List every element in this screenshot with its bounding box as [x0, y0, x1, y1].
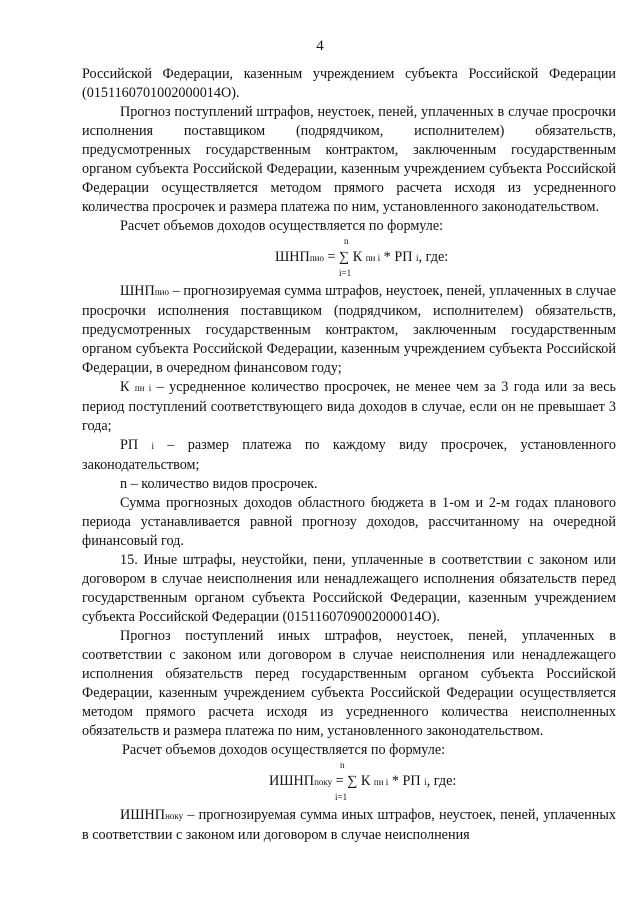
page-number: 4 — [316, 38, 324, 54]
paragraph-formula-intro: Расчет объемов доходов осуществляется по формуле: — [120, 218, 444, 234]
definition-ishnp: ИШНПноку – прогнозируемая сумма иных штрафов, неустоек, пеней, уплаченных в соответствии с законом или договором в случае неисполнения — [82, 807, 616, 843]
formula-shnp — [82, 236, 616, 282]
formula-expression: ШНПпио = ∑ К пн i * РП i, где: — [275, 249, 449, 265]
formula-expression: ИШНПпоку = ∑ К пн i * РП i, где: — [269, 773, 457, 789]
paragraph-forecast-other: Прогноз поступлений иных штрафов, неустоек, пеней, уплаченных в соответствии с законом или договором в случае неисполнения или ненадлежащего исполнения обязательств перед государственным органом субъекта Российской Федерации, казенным учреждением субъекта Российской Федерации осуществляется методом прямого расчета исходя из усредненного количества неисполненных обязательств и размера платежа по ним, установленного законодательством. — [82, 628, 616, 739]
definition-rp: РП i – размер платежа по каждому виду просрочек, установленного законодательством; — [82, 437, 616, 473]
paragraph-continuation: Российской Федерации, казенным учреждением субъекта Российской Федерации (0151160701002000014О). — [82, 66, 616, 101]
paragraph-formula-intro-2: Расчет объемов доходов осуществляется по формуле: — [122, 742, 446, 758]
paragraph-forecast-penalties: Прогноз поступлений штрафов, неустоек, пеней, уплаченных в случае просрочки исполнения поставщиком (подрядчиком, исполнителем) обязательств, предусмотренных государственным контрактом, заключенным государственным органом субъекта Российской Федерации, казенным учреждением субъекта Российской Федерации осуществляется методом прямого расчета исходя из усредненного количества просрочек и размера платежа по ним, установленного законодательством. — [82, 104, 616, 215]
formula-ishnp — [82, 760, 616, 806]
sum-upper-limit: n — [340, 760, 345, 770]
definition-k: К пн i – усредненное количество просрочек, не менее чем за 3 года или за весь период поступлений соответствующего вида доходов в случае, если он не превышает 3 года; — [82, 379, 616, 434]
definition-n: n – количество видов просрочек. — [120, 476, 318, 492]
paragraph-item-15: 15. Иные штрафы, неустойки, пени, уплаченные в соответствии с законом или договором в случае неисполнения или ненадлежащего исполнения обязательств перед государственным органом субъекта Российской Федерации, казенным учреждением субъекта Российской Федерации (0151160709002000014О). — [82, 552, 616, 625]
document-body — [82, 65, 616, 845]
definition-shnp: ШНПпио – прогнозируемая сумма штрафов, неустоек, пеней, уплаченных в случае просрочки исполнения поставщиком (подрядчиком, исполнителем) обязательств, предусмотренных государственным контрактом, заключенным государственным органом субъекта Российской Федерации, казенным учреждением субъекта Российской Федерации, в очередном финансовом году; — [82, 283, 616, 376]
sum-lower-limit: i=1 — [335, 792, 348, 802]
sum-upper-limit: n — [344, 236, 349, 246]
paragraph-planning-period: Сумма прогнозных доходов областного бюджета в 1-ом и 2-м годах планового периода устанавливается равной прогнозу доходов, рассчитанному на очередной финансовый год. — [82, 495, 616, 549]
sum-lower-limit: i=1 — [339, 268, 352, 278]
